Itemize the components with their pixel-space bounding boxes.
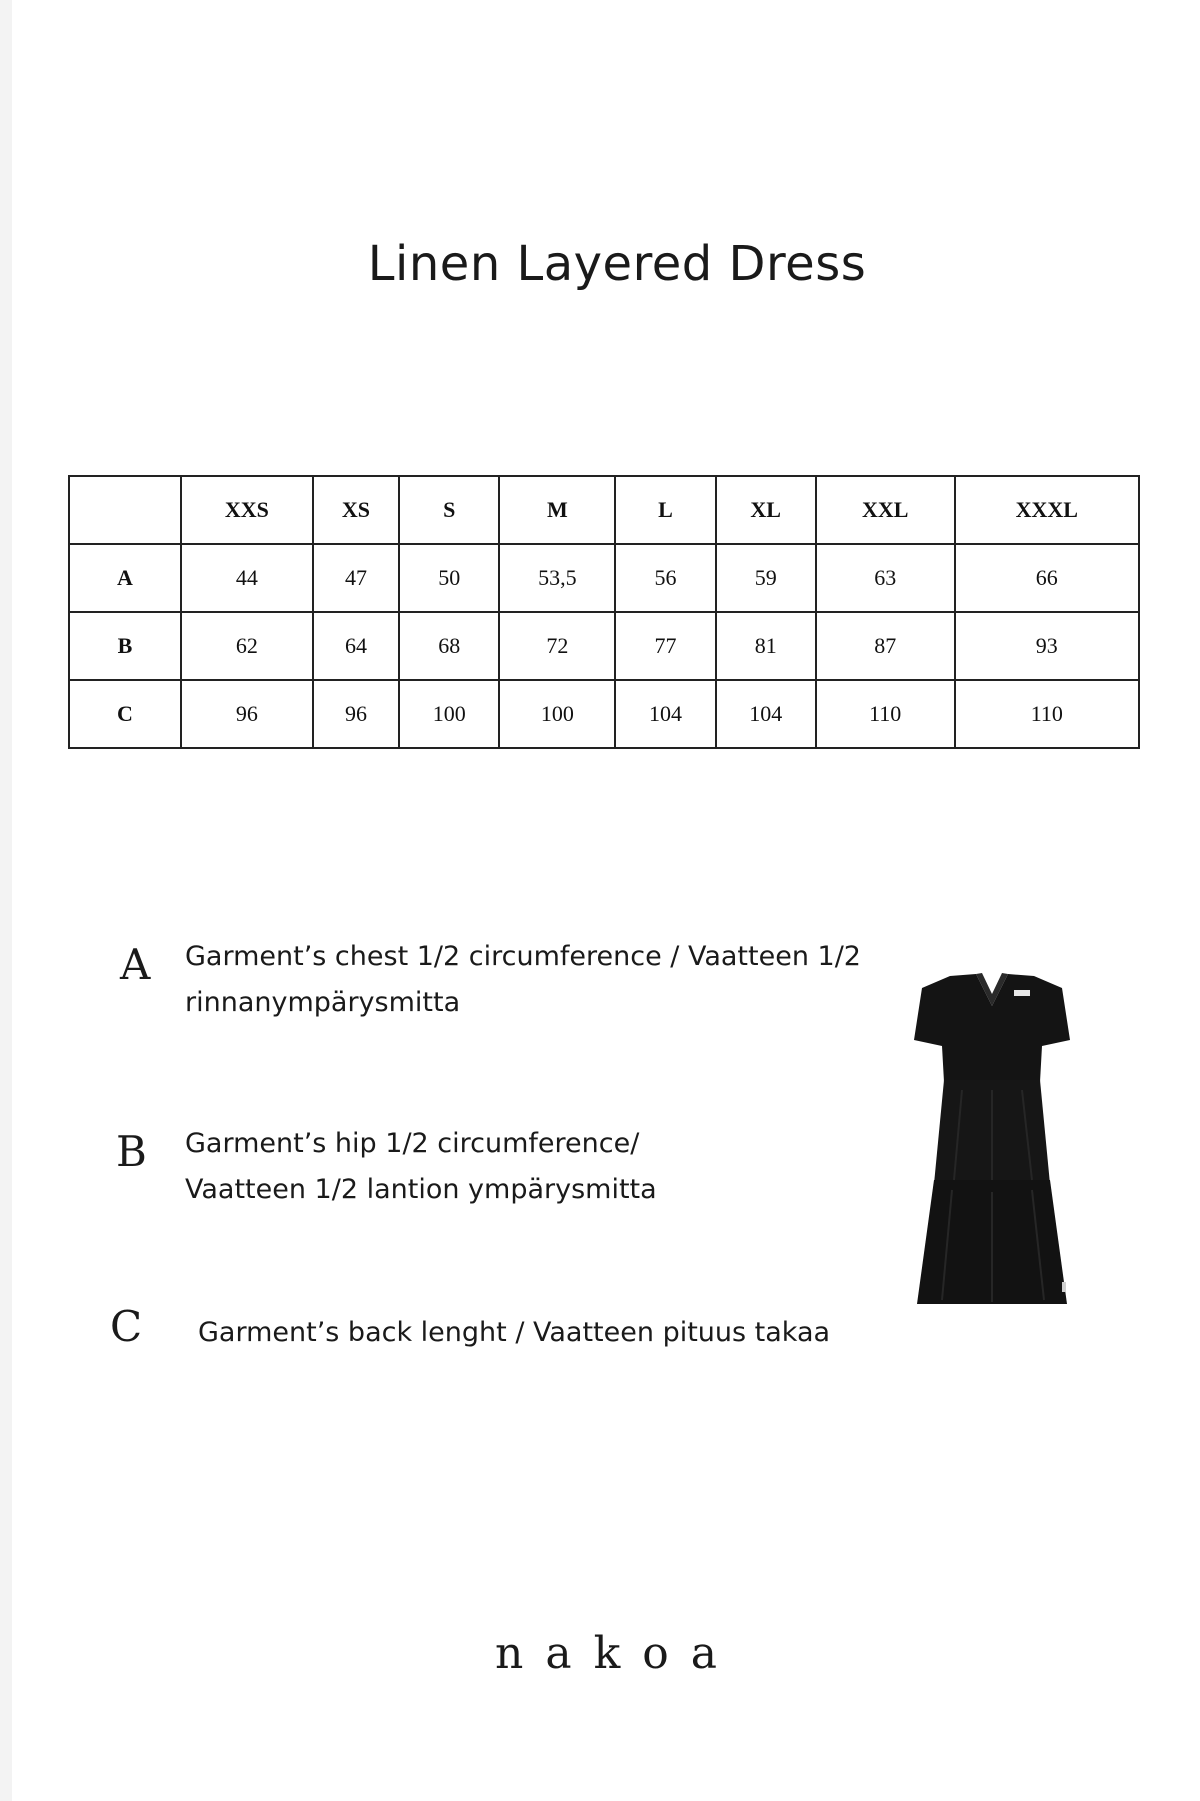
table-cell: 50 — [399, 544, 499, 612]
table-cell: 53,5 — [499, 544, 615, 612]
table-row — [69, 612, 1139, 680]
legend-text-a — [185, 934, 905, 1026]
table-cell: 96 — [313, 680, 399, 748]
table-corner-cell — [69, 476, 181, 544]
table-cell: 96 — [181, 680, 313, 748]
table-cell: 77 — [615, 612, 715, 680]
table-cell: 100 — [399, 680, 499, 748]
legend-letter-a: A — [120, 940, 151, 989]
table-header-cell: XL — [716, 476, 816, 544]
table-cell: 59 — [716, 544, 816, 612]
table-cell: 44 — [181, 544, 313, 612]
table-cell: 72 — [499, 612, 615, 680]
legend-letter-c: C — [110, 1302, 143, 1351]
table-header-cell: XXL — [816, 476, 955, 544]
table-header-cell: XS — [313, 476, 399, 544]
size-guide-page — [12, 0, 1200, 1801]
table-row — [69, 680, 1139, 748]
legend-line: rinnanympärysmitta — [185, 987, 461, 1018]
legend-text-c — [198, 1310, 918, 1356]
table-cell: 62 — [181, 612, 313, 680]
row-label: C — [69, 680, 181, 748]
table-cell: 68 — [399, 612, 499, 680]
table-cell: 87 — [816, 612, 955, 680]
table-cell: 100 — [499, 680, 615, 748]
table-cell: 110 — [955, 680, 1139, 748]
legend-line: Vaatteen 1/2 lantion ympärysmitta — [185, 1174, 657, 1205]
table-header-cell: L — [615, 476, 715, 544]
black-dress-icon — [892, 970, 1092, 1315]
table-cell: 93 — [955, 612, 1139, 680]
table-cell: 56 — [615, 544, 715, 612]
legend-letter-b: B — [116, 1127, 147, 1176]
table-cell: 104 — [615, 680, 715, 748]
table-cell: 110 — [816, 680, 955, 748]
page-title: Linen Layered Dress — [367, 236, 867, 292]
table-row — [69, 544, 1139, 612]
table-header-cell: XXXL — [955, 476, 1139, 544]
table-header-cell: XXS — [181, 476, 313, 544]
table-cell: 104 — [716, 680, 816, 748]
table-cell: 81 — [716, 612, 816, 680]
legend-text-b — [185, 1121, 905, 1213]
table-cell: 47 — [313, 544, 399, 612]
table-cell: 66 — [955, 544, 1139, 612]
legend-line: Garment’s back lenght / Vaatteen pituus takaa — [198, 1317, 831, 1348]
table-cell: 64 — [313, 612, 399, 680]
row-label: A — [69, 544, 181, 612]
table-header-row — [69, 476, 1139, 544]
size-table — [68, 475, 1140, 749]
table-header-cell: S — [399, 476, 499, 544]
row-label: B — [69, 612, 181, 680]
table-cell: 63 — [816, 544, 955, 612]
legend-line: Garment’s chest 1/2 circumference / Vaatteen 1/2 — [185, 941, 861, 972]
brand-logo-text: nakoa — [495, 1628, 739, 1679]
table-header-cell: M — [499, 476, 615, 544]
legend-line: Garment’s hip 1/2 circumference/ — [185, 1128, 640, 1159]
